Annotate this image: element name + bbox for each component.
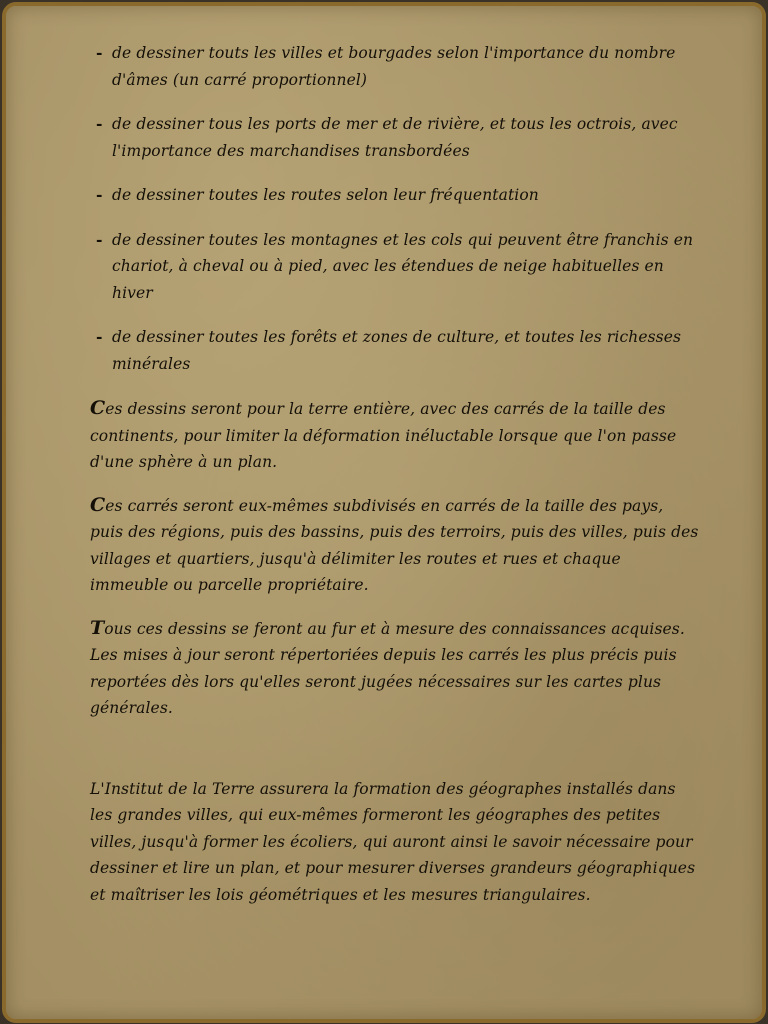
bullet-marker: -: [96, 114, 103, 133]
paragraph: [90, 615, 700, 722]
drop-initial: C: [90, 493, 106, 516]
document-body: [90, 40, 700, 924]
bullet-marker: -: [96, 229, 103, 249]
drop-initial: T: [90, 616, 105, 639]
closing-paragraph: L'Institut de la Terre assurera la formation des géographes installés dans les grandes villes, qui eux-mêmes formeront les géographes des petites villes, jusqu'à former les écoliers, qui auront ainsi le savoir nécessaire pour dessiner et lire un plan, et pour mesurer diverses grandeurs géographiques et maîtriser les lois géométriques et les mesures triangulaires.: [90, 779, 696, 904]
paragraph-text: es dessins seront pour la terre entière, avec des carrés de la taille des continents, pour limiter la déformation inéluctable lorsque que l'on passe d'une sphère à un plan.: [90, 400, 677, 471]
spacer: [90, 738, 700, 776]
list-item: [90, 182, 700, 209]
list-item: [90, 40, 700, 93]
bullet-marker: -: [96, 43, 103, 62]
list-item: [90, 324, 700, 377]
list-item-text: de dessiner toutes les montagnes et les cols qui peuvent être franchis en chariot, à cheval ou à pied, avec les étendues de neige habituelles en hiver: [112, 230, 694, 302]
parchment-page: [2, 2, 766, 1023]
paragraph: [90, 395, 700, 476]
paragraph-text: ous ces dessins se feront au fur et à mesure des connaissances acquises. Les mises à jour seront répertoriées depuis les carrés les plus précis puis reportées dès lors qu'elles seront jugées nécessaires sur les cartes plus générales.: [90, 619, 685, 717]
bullet-marker: -: [96, 185, 103, 204]
drop-initial: C: [90, 397, 106, 419]
list-item: [90, 227, 700, 307]
bullet-marker: -: [96, 327, 103, 346]
list-item-text: de dessiner toutes les forêts et zones de culture, et toutes les richesses minérales: [112, 328, 682, 373]
list-item-text: de dessiner touts les villes et bourgades selon l'importance du nombre d'âmes (un carré proportionnel): [112, 44, 676, 89]
paragraph-text: es carrés seront eux-mêmes subdivisés en carrés de la taille des pays, puis des régions, puis des bassins, puis des terroirs, puis des villes, puis des villages et quartiers, jusqu'à délimiter les routes et rues et chaque immeuble ou parcelle propriétaire.: [90, 496, 699, 594]
paragraph: [90, 492, 700, 599]
list-item-text: de dessiner tous les ports de mer et de rivière, et tous les octrois, avec l'importance des marchandises transbordées: [112, 115, 678, 160]
list-item-text: de dessiner toutes les routes selon leur fréquentation: [112, 186, 539, 204]
list-item: [90, 111, 700, 164]
